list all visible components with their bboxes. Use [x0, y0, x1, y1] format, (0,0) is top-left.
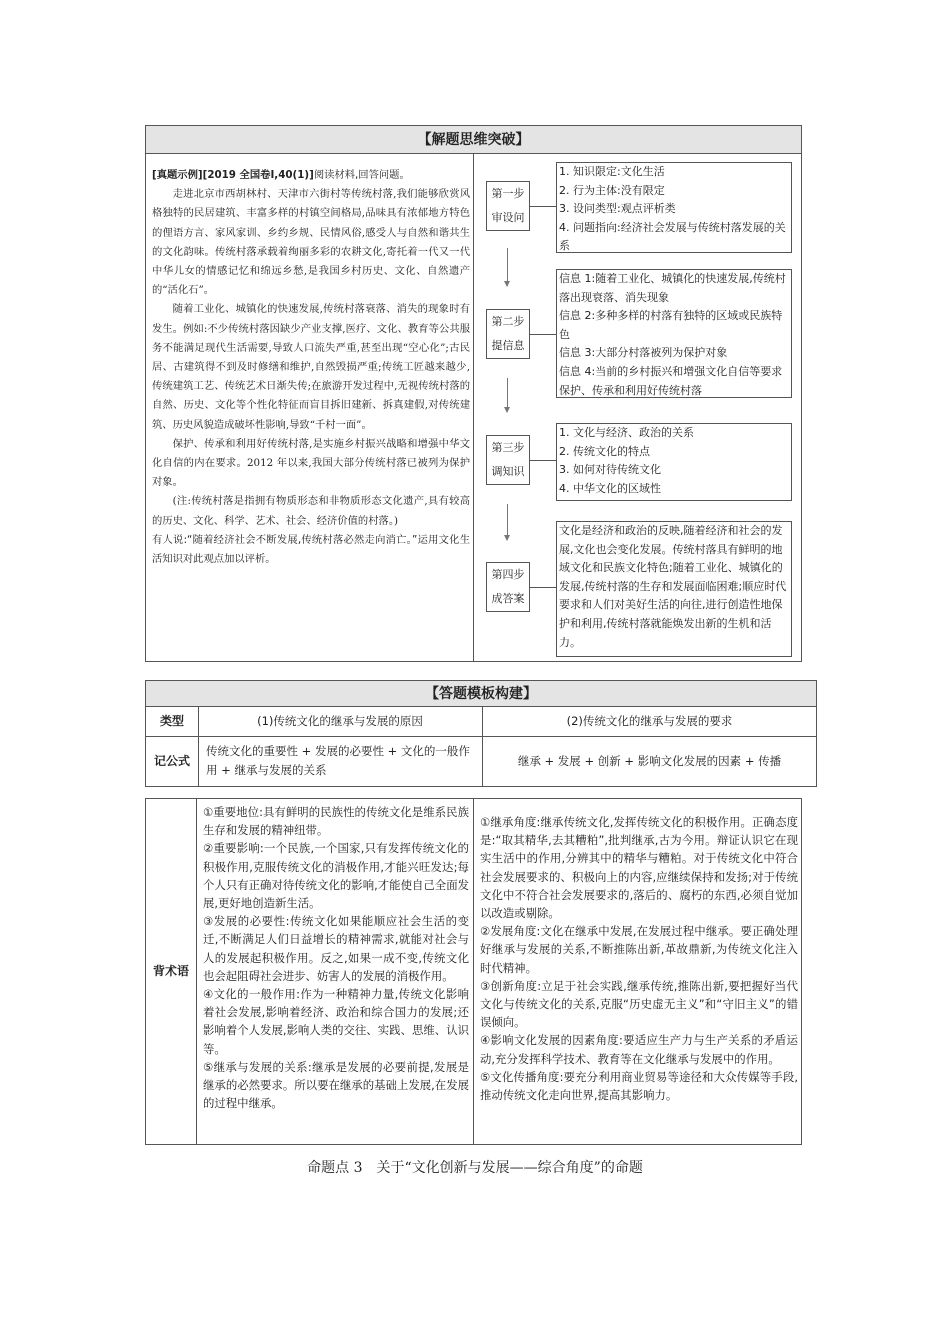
- column-1-header: (1)传统文化的继承与发展的原因: [257, 714, 423, 728]
- term-item: ②发展角度:文化在继承中发展,在发展过程中继承。要正确处理好继承与发展的关系,不断推陈出新,革故鼎新,为传统文化注入时代精神。: [480, 924, 798, 975]
- step-item: 信息 2:多种多样的村落有独特的区域或民族特色: [559, 309, 783, 341]
- step-2-content: [556, 269, 792, 398]
- step-answer: 文化是经济和政治的反映,随着经济和社会的发展,文化也会变化发展。传统村落具有鲜明的地域文化和民族文化特色;随着工业化、城镇化的发展,传统村落的生存和发展面临困难;顺应时代要求和人们对美好生活的向往,进行创造性地保护和利用,传统村落就能焕发出新的生机和活力。: [559, 524, 787, 649]
- formula-row: [146, 737, 816, 787]
- step-4-box: [486, 562, 530, 612]
- column-divider: [473, 154, 474, 662]
- step-item: 信息 4:当前的乡村振兴和增强文化自信等要求保护、传承和利用好传统村落: [559, 364, 783, 397]
- terms-label: 背术语: [152, 964, 189, 978]
- step-number: 第一步: [491, 187, 525, 200]
- case-material: [152, 166, 470, 569]
- term-item: ④影响文化发展的因素角度:要适应生产力与生产关系的矛盾运动,充分发挥科学技术、教育等在文化继承与发展中的作用。: [480, 1033, 798, 1066]
- reasons-terms: [203, 803, 469, 1112]
- step-1-box: [486, 181, 530, 231]
- case-note: (注:传统村落是指拥有物质形态和非物质形态文化遗产,具有较高的历史、文化、科学、艺术、社会、经济价值的村落。): [152, 495, 470, 527]
- table-header-row: [146, 707, 816, 737]
- case-header: [152, 166, 470, 185]
- step-2-box: [486, 309, 530, 359]
- section-title: 【解题思维突破】: [146, 126, 801, 154]
- step-action: 调知识: [491, 465, 525, 478]
- step-item: 3. 设问类型:观点评析类: [559, 202, 676, 216]
- formula-label: 记公式: [153, 754, 190, 768]
- connector-line: [530, 206, 556, 207]
- requirements-terms: [480, 813, 798, 1104]
- term-item: ③发展的必要性:传统文化如果能顺应社会生活的变迁,不断满足人们日益增长的精神需求,就能对社会与人的发展起积极作用。反之,如果一成不变,传统文化也会起阻碍社会进步、妨害人的发展的消极作用。: [203, 914, 469, 983]
- column-2-header: (2)传统文化的继承与发展的要求: [566, 714, 733, 728]
- connector-line: [530, 587, 556, 588]
- step-1-content: [556, 162, 792, 253]
- table-grid-line: [196, 799, 197, 1144]
- down-arrow-icon: [507, 378, 508, 412]
- answer-template-section: [145, 680, 817, 787]
- type-header: 类型: [159, 714, 184, 728]
- topic-caption: 命题点 3 关于“文化创新与发展——综合角度”的命题: [307, 1160, 643, 1176]
- step-number: 第四步: [491, 568, 525, 581]
- step-item: 信息 3:大部分村落被列为保护对象: [559, 346, 728, 360]
- term-item: ⑤继承与发展的关系:继承是发展的必要前提,发展是继承的必然要求。所以要在继承的基础上发展,在发展的过程中继承。: [203, 1059, 469, 1111]
- case-paragraph: 随着工业化、城镇化的快速发展,传统村落衰落、消失的现象时有发生。例如:不少传统村落因缺少产业支撑,医疗、文化、教育等公共服务不能满足现代生活需要,导致人口流失严重,甚至出现“空心化”;古民居、古建筑得不到及时修缮和维护,自然毁损严重;传统工匠越来越少,传统建筑工艺、传统艺术日渐失传;在旅游开发过程中,无视传统村落的自然、历史、文化等个性化特征而盲目拆旧建新、拆真建假,对传统建筑、历史风貌造成破坏性影响,导致“千村一面”。: [152, 303, 470, 431]
- case-question: 有人说:“随着经济社会不断发展,传统村落必然走向消亡。”运用文化生活知识对此观点加以评析。: [152, 533, 470, 566]
- connector-line: [530, 460, 556, 461]
- thinking-breakthrough-section: [145, 125, 802, 662]
- step-action: 提信息: [491, 339, 525, 352]
- step-action: 成答案: [491, 592, 525, 605]
- section-title: 【答题模板构建】: [146, 681, 816, 707]
- step-4-content: [556, 521, 792, 657]
- step-item: 4. 中华文化的区域性: [559, 481, 661, 495]
- step-item: 2. 行为主体:没有限定: [559, 183, 665, 197]
- term-item: ④文化的一般作用:作为一种精神力量,传统文化影响着社会发展,影响着经济、政治和综合国力的发展;还影响着个人发展,影响人类的交往、实践、思维、认识等。: [203, 987, 469, 1056]
- step-item: 4. 问题指向:经济社会发展与传统村落发展的关系: [559, 220, 786, 253]
- formula-reasons: 传统文化的重要性 + 发展的必要性 + 文化的一般作用 + 继承与发展的关系: [206, 744, 470, 777]
- term-item: ③创新角度:立足于社会实践,继承传统,推陈出新,要把握好当代文化与传统文化的关系,克服“历史虚无主义”和“守旧主义”的错误倾向。: [480, 978, 798, 1030]
- step-item: 1. 文化与经济、政治的关系: [559, 426, 694, 439]
- term-item: ①继承角度:继承传统文化,发挥传统文化的积极作用。正确态度是:“取其精华,去其糟粕”,批判继承,古为今用。辩证认识它在现实生活中的作用,分辨其中的精华与糟粕。对于传统文化中符合社会发展要求的、积极向上的内容,应继续保持和发扬;对于传统文化中不符合社会发展要求的,落后的、腐朽的东西,必须自觉加以改造或剔除。: [480, 815, 798, 921]
- step-action: 审设问: [491, 211, 525, 224]
- step-item: 信息 1:随着工业化、城镇化的快速发展,传统村落出现衰落、消失现象: [559, 272, 786, 304]
- down-arrow-icon: [507, 248, 508, 286]
- step-item: 1. 知识限定:文化生活: [559, 165, 665, 178]
- table-grid-line: [482, 707, 483, 787]
- step-3-box: [486, 435, 530, 485]
- term-item: ⑤文化传播角度:要充分利用商业贸易等途径和大众传媒等手段,推动传统文化走向世界,提高其影响力。: [480, 1069, 798, 1103]
- step-3-content: [556, 423, 792, 501]
- formula-requirements: 继承 + 发展 + 创新 + 影响文化发展的因素 + 传播: [517, 754, 782, 768]
- step-number: 第三步: [491, 441, 525, 454]
- case-source: [2019 全国卷Ⅰ,40(1)]: [202, 169, 314, 181]
- step-number: 第二步: [491, 315, 525, 328]
- step-item: 3. 如何对待传统文化: [559, 463, 661, 477]
- table-grid-line: [473, 799, 474, 1144]
- table-grid-line: [198, 707, 199, 787]
- case-paragraph: 保护、传承和利用好传统村落,是实施乡村振兴战略和增强中华文化自信的内在要求。2012 年以来,我国大部分传统村落已被列为保护对象。: [152, 437, 470, 489]
- step-item: 2. 传统文化的特点: [559, 444, 650, 458]
- down-arrow-icon: [507, 504, 508, 540]
- term-item: ①重要地位:具有鲜明的民族性的传统文化是维系民族生存和发展的精神纽带。: [203, 805, 469, 838]
- connector-line: [530, 334, 556, 335]
- case-paragraph: 走进北京市西胡林村、天津市六街村等传统村落,我们能够欣赏风格独特的民居建筑、丰富多样的村镇空间格局,品味具有浓郁地方特色的俚语方言、家风家训、乡约乡规、民情风俗,感受人与自然和谐共生的文化韵味。传统村落承载着绚丽多彩的农耕文化,寄托着一代又一代中华儿女的情感记忆和绵远乡愁,是我国乡村历史、文化、自然遗产的“活化石”。: [152, 188, 470, 297]
- term-item: ②重要影响:一个民族,一个国家,只有发挥传统文化的积极作用,克服传统文化的消极作用,才能兴旺发达;每个人只有正确对待传统文化的影响,才能使自己全面发展,更好地创造新生活。: [203, 841, 469, 911]
- memorize-terms-table: [145, 798, 802, 1145]
- case-prefix: [真题示例]: [152, 169, 203, 181]
- case-instruction: 阅读材料,回答问题。: [313, 169, 410, 181]
